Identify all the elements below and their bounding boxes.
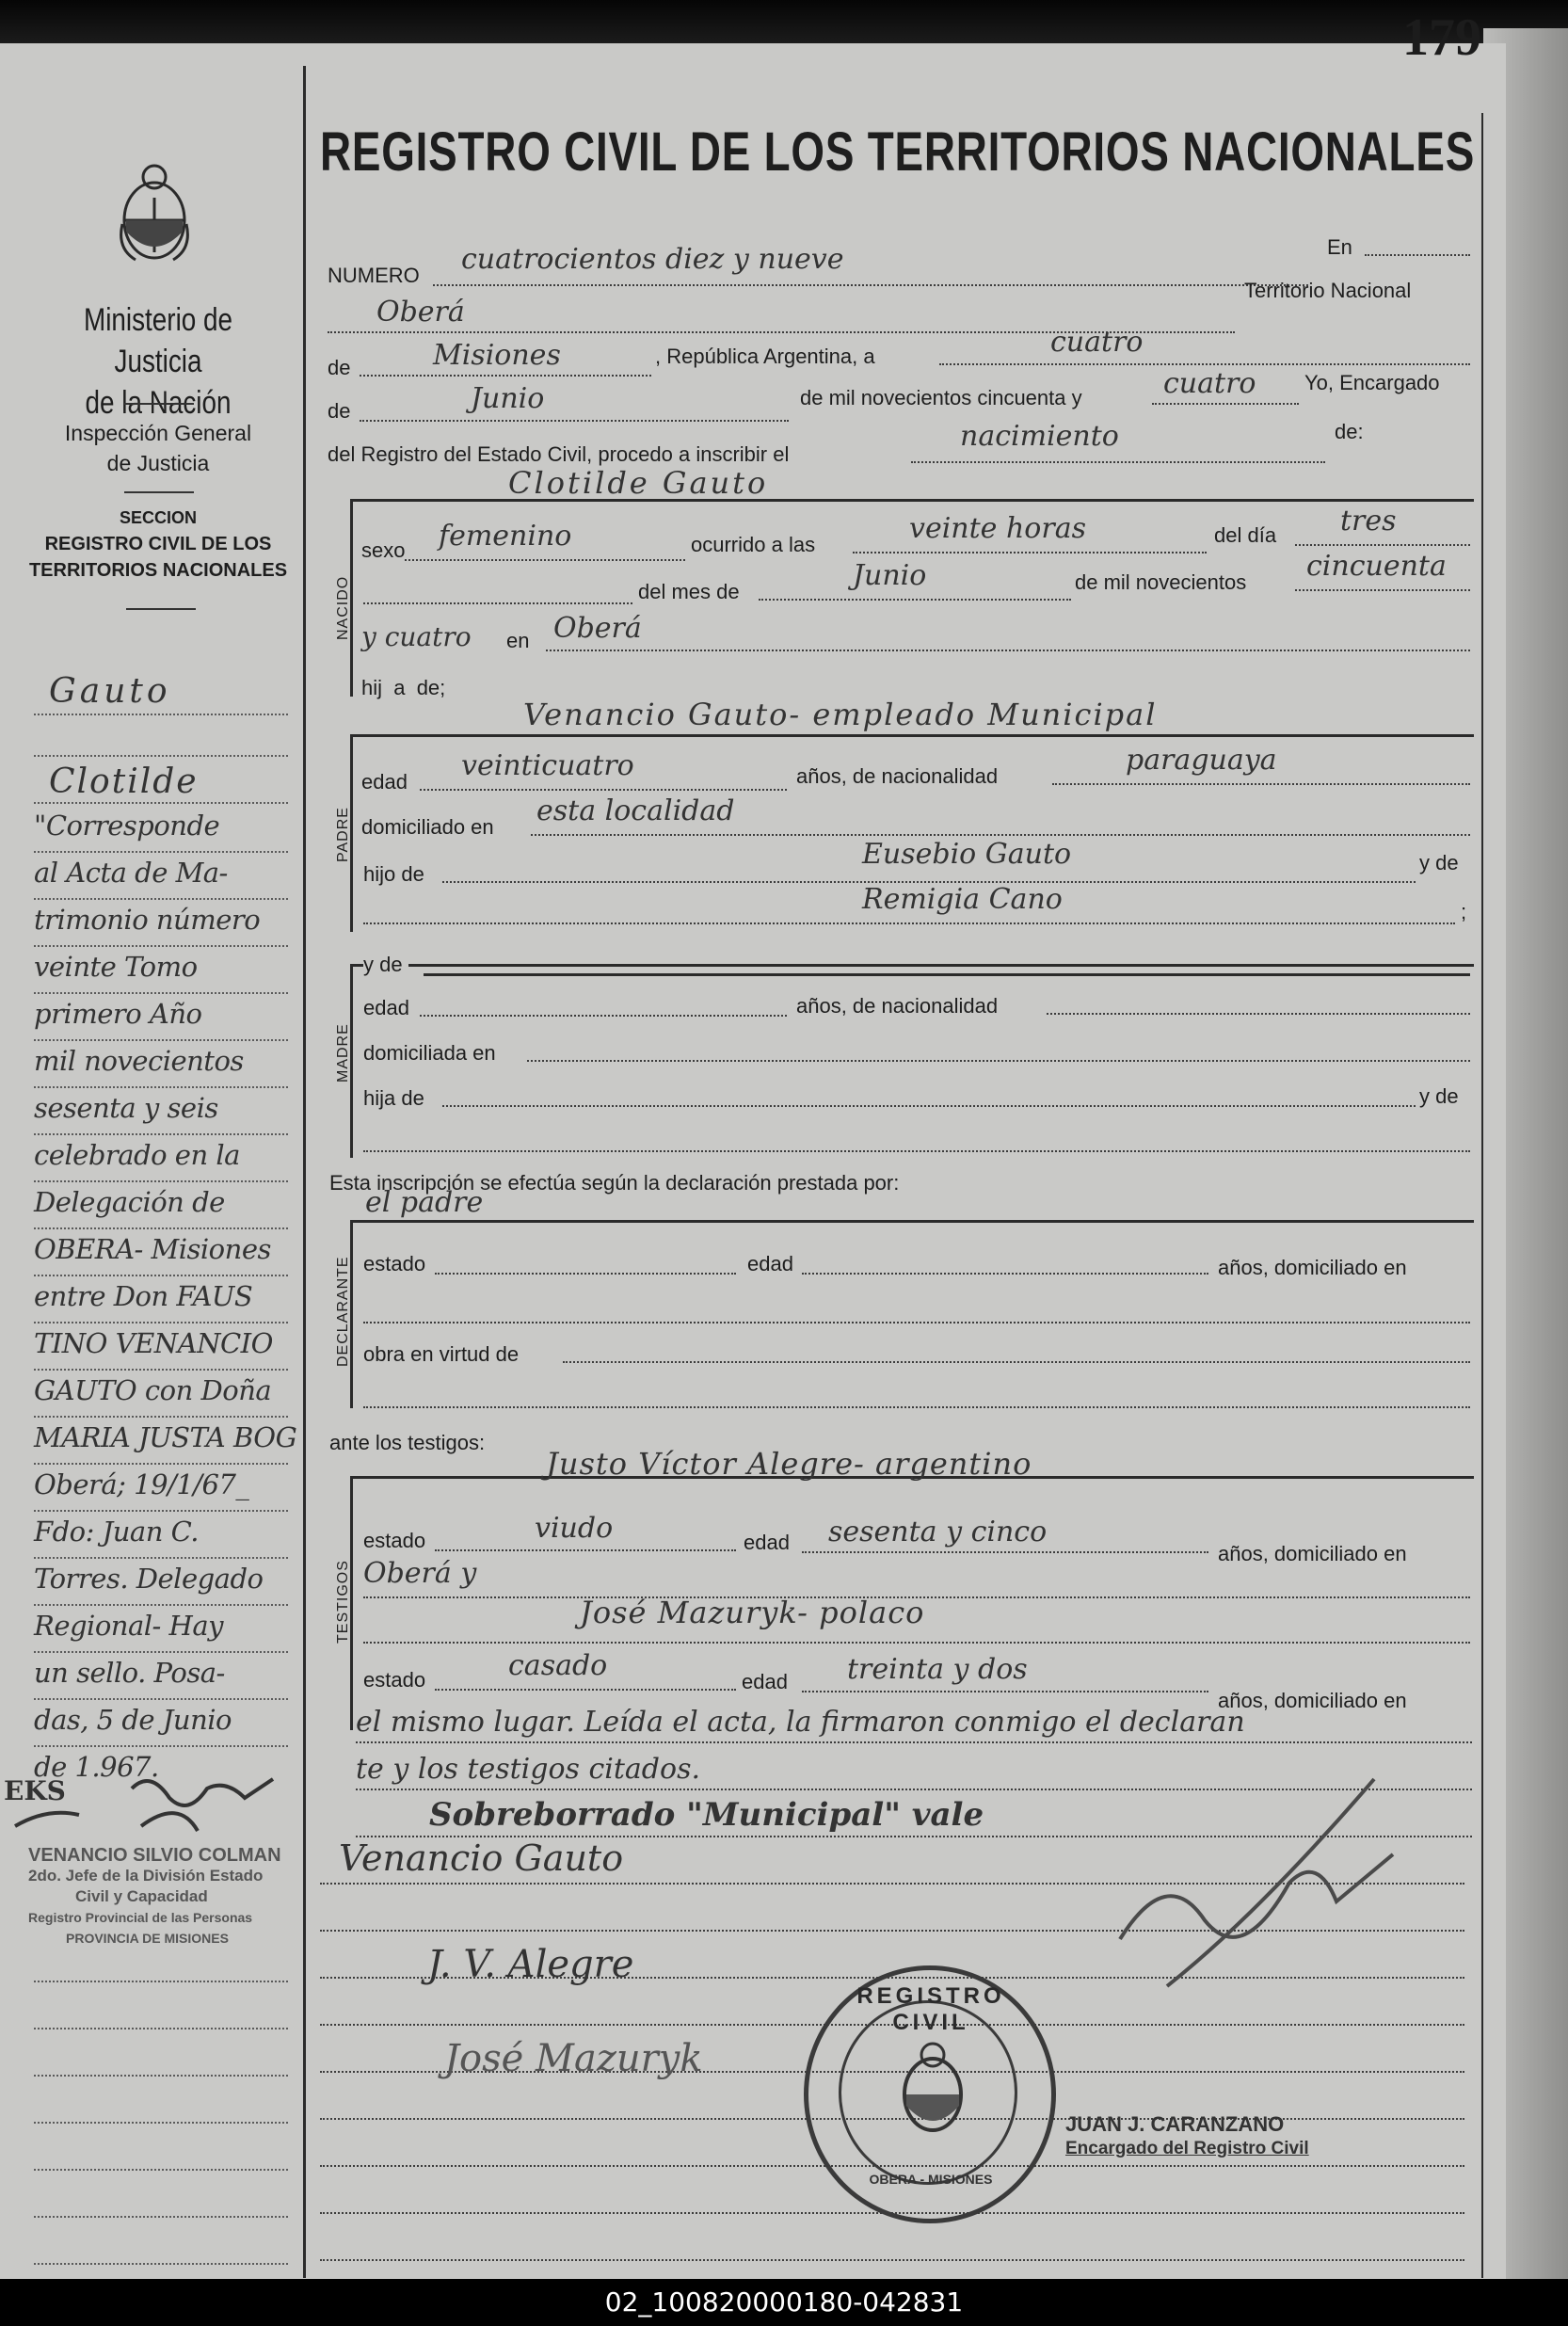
madre-hija-label: hija de (363, 1086, 424, 1110)
margin-note-line: de 1.967. (34, 1751, 159, 1783)
sexo-value: femenino (439, 520, 572, 553)
ministry-title (42, 299, 274, 424)
declarante-estado-line (435, 1273, 736, 1275)
margin-note-line: trimonio número (34, 904, 261, 936)
madre-domicilio-line (527, 1060, 1470, 1062)
margin-note-line: Regional- Hay (34, 1610, 224, 1642)
signature-encargado (979, 1770, 1431, 2052)
encargado-name: JUAN J. CARANZANO (1065, 2112, 1285, 2136)
margin-note-line: GAUTO con Doña (34, 1374, 272, 1406)
margin-signature (9, 1760, 282, 1845)
section-line1: REGISTRO CIVIL DE LOS (44, 534, 272, 554)
padre-edad-value: veinticuatro (461, 749, 634, 782)
margin-note-line: TINO VENANCIO (34, 1327, 273, 1359)
section-label: SECCION (119, 508, 197, 527)
inspection-title (17, 418, 299, 478)
padre-nombre: Venancio Gauto- empleado Municipal (523, 697, 1158, 732)
page-number: 179 (1402, 8, 1481, 67)
margin-note-line: MARIA JUSTA BOG (34, 1421, 297, 1453)
lugar-value: Oberá (376, 296, 465, 329)
margin-note-line: OBERA- Misiones (34, 1233, 271, 1265)
margin-note-line: Oberá; 19/1/67_ (34, 1468, 249, 1500)
declarante-obra-line (563, 1361, 1470, 1363)
republica-label: , República Argentina, a (655, 345, 875, 368)
stamp-line2: 2do. Jefe de la División Estado (28, 1867, 264, 1885)
padre-edad-label: edad (361, 770, 408, 794)
page-title: REGISTRO CIVIL DE LOS TERRITORIOS NACIONALES (320, 121, 1476, 183)
anio-nacido-value-2: y cuatro (361, 621, 472, 652)
abuelo-value: Eusebio Gauto (862, 838, 1072, 871)
testigo2-edad-label: edad (742, 1670, 788, 1693)
seal-coat-of-arms-icon (895, 2038, 970, 2142)
margin-line (34, 714, 288, 715)
testigo2-anios-label: años, domiciliado en (1218, 1689, 1407, 1712)
mil-nacido-label: de mil novecientos (1075, 570, 1247, 594)
margin-note-line: mil novecientos (34, 1045, 244, 1077)
testigo2-edad-value: treinta y dos (847, 1653, 1028, 1686)
margin-line (34, 2263, 288, 2265)
declarante-intro: Esta inscripción se efectúa según la declaración prestada por: (329, 1171, 900, 1195)
yo-label: Yo, Encargado (1304, 371, 1440, 394)
encargado-title: Encargado del Registro Civil (1065, 2139, 1309, 2158)
closing-line-1: el mismo lugar. Leída el acta, la firmaron conmigo el declaran (356, 1706, 1245, 1739)
sexo-line (405, 559, 685, 561)
margin-note-line: primero Año (34, 998, 202, 1030)
anio-value: cuatro (1163, 367, 1256, 400)
margin-line (34, 755, 288, 757)
madre-y-de-label-2: y de (1419, 1084, 1459, 1108)
firma-line (320, 2259, 1464, 2261)
madre-nac-line (1047, 1013, 1470, 1015)
margin-note-line: "Corresponde (34, 810, 220, 842)
padre-domicilio-value: esta localidad (536, 794, 735, 827)
del-mes-label: del mes de (638, 580, 740, 603)
hora-value: veinte horas (909, 512, 1086, 545)
signature-mazuryk: José Mazuryk (444, 2037, 703, 2080)
hora-line (853, 552, 1207, 553)
margin-line (34, 2028, 288, 2029)
de-label: de (328, 356, 351, 379)
testigo1-domicilio: Oberá y (363, 1557, 477, 1590)
inspection-line2: de Justicia (106, 451, 210, 475)
stamp-line3: Civil y Capacidad (75, 1887, 208, 1905)
ministry-rule (124, 403, 194, 405)
testigos-label: TESTIGOS (335, 1560, 351, 1644)
declarante-top-rule (350, 1220, 1474, 1223)
madre-top-rule (350, 964, 1474, 967)
de-label-2: de (328, 399, 351, 423)
margin-line (34, 1981, 288, 1982)
seal-bottom-text: OBERA - MISIONES (869, 2172, 993, 2187)
en-line (1365, 254, 1470, 256)
testigo1-edad-line (802, 1551, 1208, 1553)
padre-nac-line (1052, 783, 1470, 785)
margin-line (34, 2169, 288, 2171)
closing-line-2: te y los testigos citados. (356, 1753, 701, 1786)
mes-nacido-line (759, 599, 1071, 601)
numero-value: cuatrocientos diez y nueve (461, 243, 844, 276)
lugar-nacido-line (546, 650, 1470, 651)
anio-nacido-value: cincuenta (1306, 550, 1447, 583)
testigo1-anios-label: años, domiciliado en (1218, 1542, 1407, 1565)
mil-label: de mil novecientos cincuenta y (800, 386, 1082, 409)
closing-rule-1 (356, 1741, 1472, 1743)
madre-edad-label: edad (363, 996, 409, 1019)
madre-domicilio-label: domiciliada en (363, 1041, 496, 1065)
testigo2-estado-label: estado (363, 1668, 426, 1692)
signature-venancio: Venancio Gauto (339, 1837, 624, 1879)
territorio-label: Territorio Nacional (1244, 279, 1412, 302)
registry-seal (804, 1965, 1056, 2223)
testigo1-estado-line (435, 1549, 736, 1551)
padre-anios-label: años, de nacionalidad (796, 764, 999, 788)
coat-of-arms-icon (113, 158, 196, 269)
anio-line (1152, 403, 1299, 405)
testigo2-edad-line (802, 1691, 1208, 1692)
sobreborrado-note: Sobreborrado "Municipal" vale (429, 1796, 984, 1834)
numero-line (433, 284, 1308, 286)
numero-label: NUMERO (328, 264, 420, 287)
declarante-extra-line (363, 1322, 1470, 1323)
padre-top-rule (350, 734, 1474, 737)
margin-line (34, 2122, 288, 2124)
madre-end-line (363, 1150, 1470, 1152)
stamp-line4: Registro Provincial de las Personas (28, 1910, 253, 1925)
declarante-obra-label: obra en virtud de (363, 1342, 520, 1366)
lugar-nacido-value: Oberá (553, 612, 642, 645)
territorio-line (360, 375, 651, 377)
section-line2: TERRITORIOS NACIONALES (28, 560, 288, 581)
margin-note (34, 802, 307, 1790)
stamp-line1: VENANCIO SILVIO COLMAN (28, 1845, 281, 1866)
section-title (9, 505, 307, 584)
de-label-3: de: (1335, 420, 1364, 443)
declarante-edad-label: edad (747, 1252, 793, 1275)
stamp-line5: PROVINCIA DE MISIONES (66, 1931, 229, 1946)
testigo1-estado-label: estado (363, 1529, 426, 1552)
padre-y-de-label: y de (1419, 851, 1459, 874)
padre-domicilio-label: domiciliado en (361, 815, 494, 839)
testigo2-estado-value: casado (508, 1649, 608, 1682)
margin-note-line: entre Don FAUS (34, 1280, 253, 1312)
declarante-nombre: el padre (365, 1186, 484, 1219)
declarante-anios-label: años, domiciliado en (1218, 1256, 1407, 1279)
madre-anios-label: años, de nacionalidad (796, 994, 999, 1018)
testigo1-edad-label: edad (744, 1531, 790, 1554)
official-stamp (28, 1845, 311, 1949)
testigo1-edad-value: sesenta y cinco (828, 1516, 1048, 1548)
madre-y-de-label: y de (363, 953, 408, 977)
acto-line (911, 461, 1325, 463)
padre-semicolon: ; (1461, 900, 1467, 923)
margin-note-line: Delegación de (34, 1186, 225, 1218)
del-dia-label: del día (1214, 523, 1277, 547)
testigo2-nombre: José Mazuryk- polaco (580, 1595, 925, 1630)
inspection-rule (124, 491, 194, 493)
margin-given-name: Clotilde (49, 762, 199, 801)
en-nacido-label: en (506, 629, 530, 652)
margin-note-line: veinte Tomo (34, 951, 198, 983)
madre-second-rule (424, 973, 1470, 976)
anio-nacido-line (1295, 589, 1470, 591)
madre-label: MADRE (335, 1023, 351, 1083)
margin-line (34, 2216, 288, 2218)
sexo-label: sexo (361, 538, 406, 562)
declarante-label: DECLARANTE (335, 1256, 351, 1367)
seal-text: REGISTRO CIVIL (856, 1983, 1005, 2035)
signature-alegre: J. V. Alegre (427, 1943, 634, 1986)
testigo1-estado-value: viudo (535, 1512, 614, 1545)
testigo2-nombre-line (363, 1642, 1470, 1644)
padre-domicilio-line (531, 834, 1470, 836)
abuela-value: Remigia Cano (862, 883, 1063, 916)
abuela-line (363, 922, 1455, 924)
margin-note-line: un sello. Posa- (34, 1657, 225, 1689)
madre-hija-line (442, 1105, 1416, 1107)
margin-initials: EKS (4, 1775, 66, 1806)
margin-note-line: das, 5 de Junio (34, 1704, 232, 1736)
padre-nacionalidad: paraguaya (1126, 744, 1277, 777)
declarante-edad-line (802, 1273, 1208, 1275)
hijo-label: hij a de; (361, 676, 446, 699)
nacido-label: NACIDO (335, 575, 351, 640)
margin-note-line: al Acta de Ma- (34, 857, 228, 889)
testigos-intro: ante los testigos: (329, 1431, 486, 1454)
madre-edad-line (420, 1015, 787, 1017)
right-border (1481, 113, 1483, 2278)
territorio-value: Misiones (433, 339, 561, 372)
nacido-nombre: Clotilde Gauto (508, 465, 769, 501)
dia-value: cuatro (1050, 326, 1144, 359)
margin-note-line: sesenta y seis (34, 1092, 218, 1124)
padre-edad-line (420, 789, 787, 791)
declarante-estado-label: estado (363, 1252, 426, 1275)
dia-nacido-line (1295, 544, 1470, 546)
ministry-line2: de la Nación (85, 385, 232, 421)
ministry-line1: Ministerio de Justicia (83, 302, 233, 379)
mes-value: Junio (471, 382, 545, 415)
ocurrido-label: ocurrido a las (691, 533, 816, 556)
margin-note-line: Torres. Delegado (34, 1563, 264, 1595)
mes-nacido-value: Junio (853, 559, 927, 592)
footer-code: 02_100820000180-042831 (0, 2279, 1568, 2326)
declarante-end-line (363, 1406, 1470, 1408)
margin-surname: Gauto (49, 672, 171, 711)
dia-nacido-value: tres (1340, 505, 1397, 537)
margin-note-line: celebrado en la (34, 1139, 240, 1171)
section-rule (126, 608, 196, 610)
acto-value: nacimiento (960, 420, 1119, 453)
inspection-line1: Inspección General (64, 421, 252, 445)
testigo1-nombre: Justo Víctor Alegre- argentino (546, 1446, 1032, 1482)
margin-line (34, 2075, 288, 2077)
dia-line (939, 363, 1470, 365)
registro-label: del Registro del Estado Civil, procedo a inscribir el (328, 442, 790, 466)
margin-note-line: Fdo: Juan C. (34, 1516, 199, 1548)
en-label: En (1327, 235, 1352, 259)
pre-mes-line (363, 602, 632, 604)
mes-line (360, 420, 789, 422)
padre-hijo-label: hijo de (363, 862, 424, 886)
padre-label: PADRE (335, 807, 351, 862)
testigo2-estado-line (435, 1689, 736, 1691)
